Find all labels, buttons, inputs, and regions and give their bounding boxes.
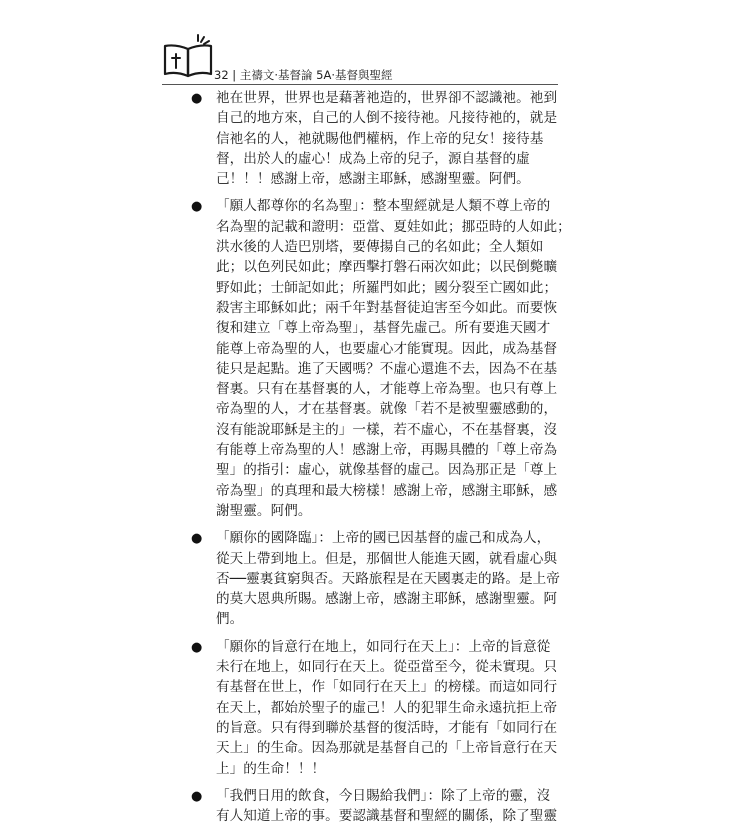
bullet-icon: ● xyxy=(191,91,203,106)
bullet-icon: ● xyxy=(191,788,203,804)
text-line: 督，出於人的虛心！成為上帝的兒子，源自基督的虛 xyxy=(216,150,530,167)
text-line: 們。 xyxy=(216,611,244,628)
open-book-cross-icon xyxy=(162,30,218,80)
text-line: 否──靈裏貧窮與否。天路旅程是在天國裏走的路。是上帝 xyxy=(216,570,560,587)
text-line: 未行在地上，如同行在天上。從亞當至今，從未實現。只 xyxy=(216,659,558,676)
text-line: 謝聖靈。阿們。 xyxy=(216,502,312,519)
text-line: 帝為聖」的真理和最大榜樣！感謝上帝，感謝主耶穌，感 xyxy=(216,482,558,499)
text-line: 聖」的指引：虛心，就像基督的虛己。因為那正是「尊上 xyxy=(216,462,558,479)
bullet-paragraph xyxy=(191,88,558,189)
text-line: 在天上，都始於聖子的虛己！人的犯罪生命永遠抗拒上帝 xyxy=(216,699,558,716)
text-line: 帝為聖的人，才在基督裏。就像「若不是被聖靈感動的， xyxy=(216,401,558,418)
text-line: 「願人都尊你的名為聖」：整本聖經就是人類不尊上帝的 xyxy=(216,198,551,215)
text-line: 己！！！感謝上帝，感謝主耶穌，感謝聖靈。阿們。 xyxy=(216,171,530,188)
text-line: 的莫大恩典所賜。感謝上帝，感謝主耶穌，感謝聖靈。阿 xyxy=(216,591,558,608)
header-rule xyxy=(162,84,558,85)
bullet-paragraph xyxy=(191,196,571,521)
text-line: 「願你的國降臨」：上帝的國已因基督的虛己和成為人， xyxy=(216,530,551,547)
running-header: 32 | 主禱文‧基督論 5A‧基督與聖經 xyxy=(214,68,393,82)
bullet-paragraph xyxy=(191,528,560,629)
bullet-icon: ● xyxy=(191,531,203,547)
text-line: 有能尊上帝為聖的人！感謝上帝，再賜具體的「尊上帝為 xyxy=(216,442,558,459)
text-line: 徒只是起點。進了天國嗎？不虛心還進不去，因為不在基 xyxy=(216,360,558,377)
page-header xyxy=(162,30,592,86)
bullet-icon: ● xyxy=(191,639,203,655)
text-line: 野如此；士師記如此；所羅門如此；國分裂至亡國如此； xyxy=(216,279,558,296)
text-line: 有人知道上帝的事。要認識基督和聖經的關係，除了聖靈 xyxy=(216,808,558,825)
text-line: 名為聖的記載和證明：亞當、夏娃如此；挪亞時的人如此； xyxy=(216,218,571,235)
text-line: 洪水後的人造巴別塔，要傳揚自己的名如此；全人類如 xyxy=(216,239,544,256)
text-line: 祂在世界，世界也是藉著祂造的，世界卻不認識祂。祂到 xyxy=(216,90,558,106)
bullet-icon: ● xyxy=(191,199,203,215)
text-line: 殺害主耶穌如此；兩千年對基督徒迫害至今如此。而要恢 xyxy=(216,299,558,316)
text-line: 「我們日用的飲食，今日賜給我們」：除了上帝的靈，沒 xyxy=(216,787,551,804)
text-line: 自己的地方來，自己的人倒不接待祂。凡接待祂的，就是 xyxy=(216,110,558,127)
text-line: 的旨意。只有得到聯於基督的復活時，才能有「如同行在 xyxy=(216,719,558,736)
text-line: 能尊上帝為聖的人，也要虛心才能實現。因此，成為基督 xyxy=(216,340,558,357)
text-line: 天上」的生命。因為那就是基督自己的「上帝旨意行在天 xyxy=(216,740,558,757)
page-body xyxy=(191,88,571,833)
text-line: 此；以色列民如此；摩西擊打磐石兩次如此；以民倒斃曠 xyxy=(216,259,558,276)
text-line: 信祂名的人，祂就賜他們權柄，作上帝的兒女！接待基 xyxy=(216,130,544,147)
text-line: 沒有能說耶穌是主的」一樣，若不虛心，不在基督裏，沒 xyxy=(216,421,558,438)
text-line: 復和建立「尊上帝為聖」，基督先虛己。所有要進天國才 xyxy=(216,320,551,337)
bullet-paragraph xyxy=(191,786,558,827)
bullet-paragraph xyxy=(191,637,558,779)
text-line: 上」的生命！！！ xyxy=(216,760,326,777)
text-line: 有基督在世上，作「如同行在天上」的榜樣。而這如同行 xyxy=(216,679,558,696)
text-line: 督裏。只有在基督裏的人，才能尊上帝為聖。也只有尊上 xyxy=(216,381,558,398)
text-line: 「願你的旨意行在地上，如同行在天上」：上帝的旨意從 xyxy=(216,638,551,655)
text-line: 從天上帶到地上。但是，那個世人能進天國，就看虛心與 xyxy=(216,550,558,567)
